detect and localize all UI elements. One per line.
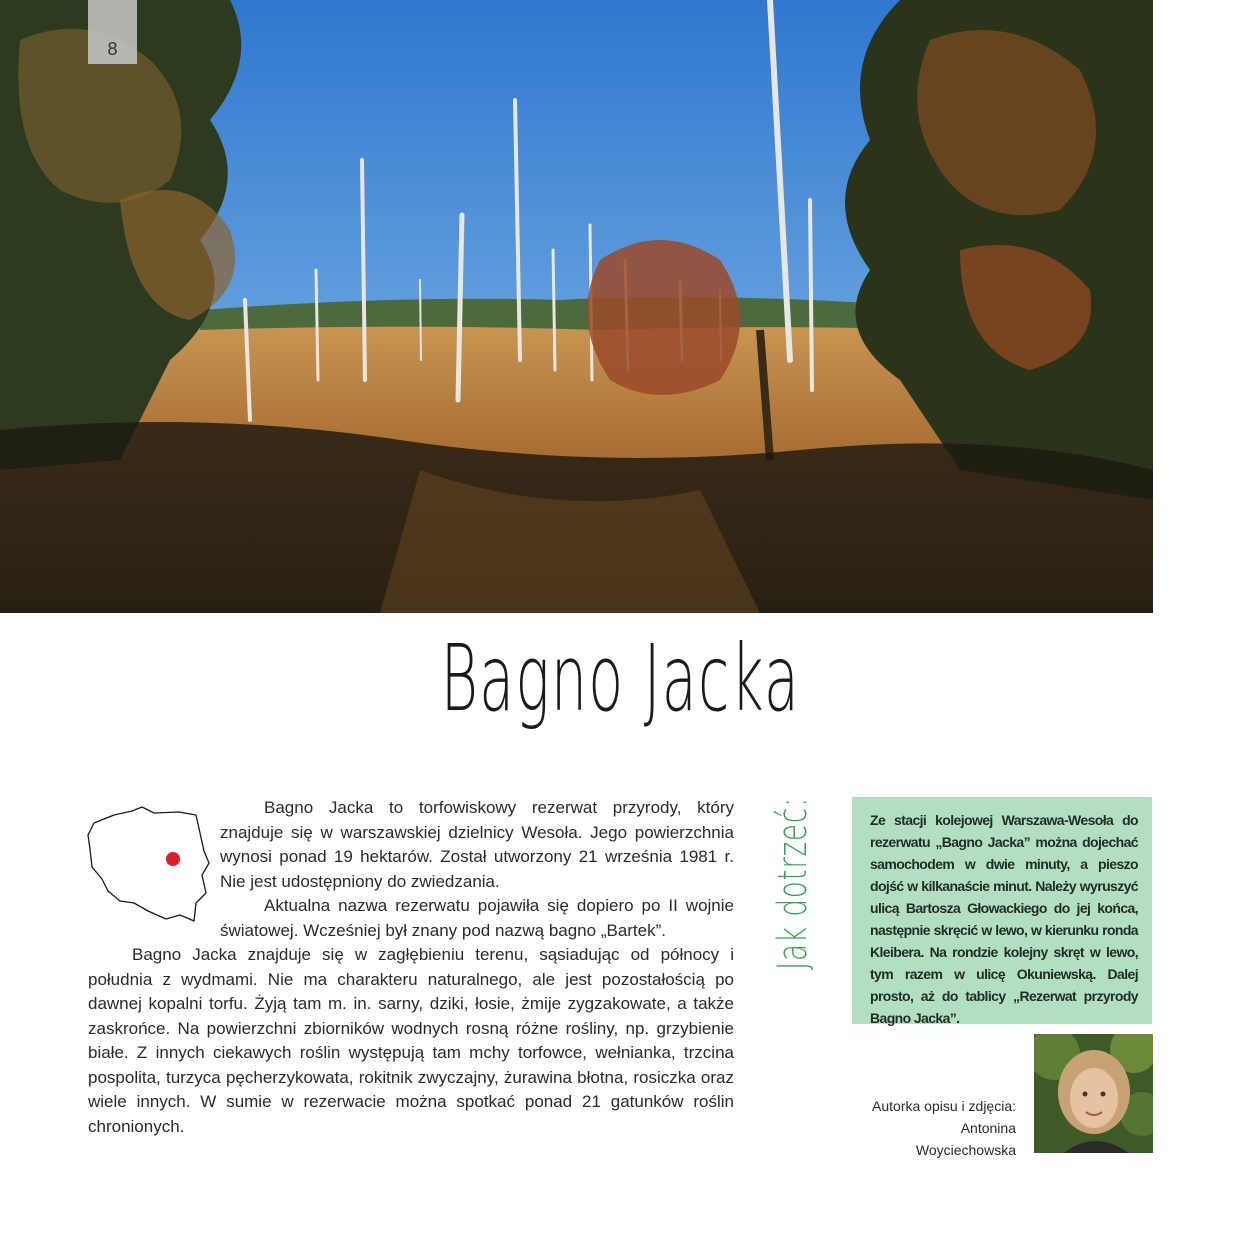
article-body <box>88 796 734 1139</box>
page-title: Bagno Jacka <box>440 625 801 732</box>
paragraph-3: Bagno Jacka znajduje się w zagłębieniu terenu, sąsiadując od północy i południa z wydmami. Nie ma charakteru naturalnego, ale jest pozostałością po dawnej kopalni torfu. Żyją tam m. in. sarny, dziki, łosie, żmije zygzakowate, a także zaskrońce. Na powierzchni zbiorników wodnych rosną różne rośliny, np. grzybienie białe. Z innych ciekawych roślin występują tam mchy torfowce, wełnianka, trzcina pospolita, turzyca pęcherzykowata, rokitnik zwyczajny, żurawina błotna, rosiczka oraz wiele innych. W sumie w rezerwacie można spotkać ponad 21 gatunków roślin chronionych. <box>88 945 734 1136</box>
map-wrap-space <box>88 796 220 941</box>
page-number: 8 <box>107 39 118 59</box>
author-portrait <box>1034 1034 1153 1153</box>
author-label: Autorka opisu i zdjęcia: <box>872 1098 1016 1114</box>
sidebar-heading: Jak dotrzeć: <box>770 796 816 970</box>
author-credit <box>860 1095 1016 1161</box>
author-name: Antonina Woyciechowska <box>915 1120 1016 1158</box>
directions-text: Ze stacji kolejowej Warszawa-Wesoła do rezerwatu „Bagno Jacka” można dojechać samochodem w dwie minuty, a pieszo dojść w kilkanaście minut. Należy wyruszyć ulicą Bartosza Głowackiego do jej końca, następnie skręcić w lewo, w kierunku ronda Kleibera. Na rondzie kolejny skręt w lewo, tym razem w ulicę Okuniewską. Dalej prosto, aż do tablicy „Rezerwat przyrody Bagno Jacka”. <box>870 812 1138 1026</box>
author-photo-illustration <box>1034 1034 1153 1153</box>
paragraph-1: Bagno Jacka to torfowiskowy rezerwat przyrody, który znajduje się w warszawskiej dzielnicy Wesoła. Jego powierzchnia wynosi ponad 19 hektarów. Został utworzony 21 września 1981 r. Nie jest udostępniony do zwiedzania. <box>220 798 734 891</box>
bog-landscape-illustration <box>0 0 1153 613</box>
hero-photo <box>0 0 1153 613</box>
page-number-tab <box>88 0 137 64</box>
paragraph-2: Aktualna nazwa rezerwatu pojawiła się dopiero po II wojnie światowej. Wcześniej był znany pod nazwą bagno „Bartek”. <box>220 896 734 940</box>
directions-box <box>852 797 1152 1024</box>
